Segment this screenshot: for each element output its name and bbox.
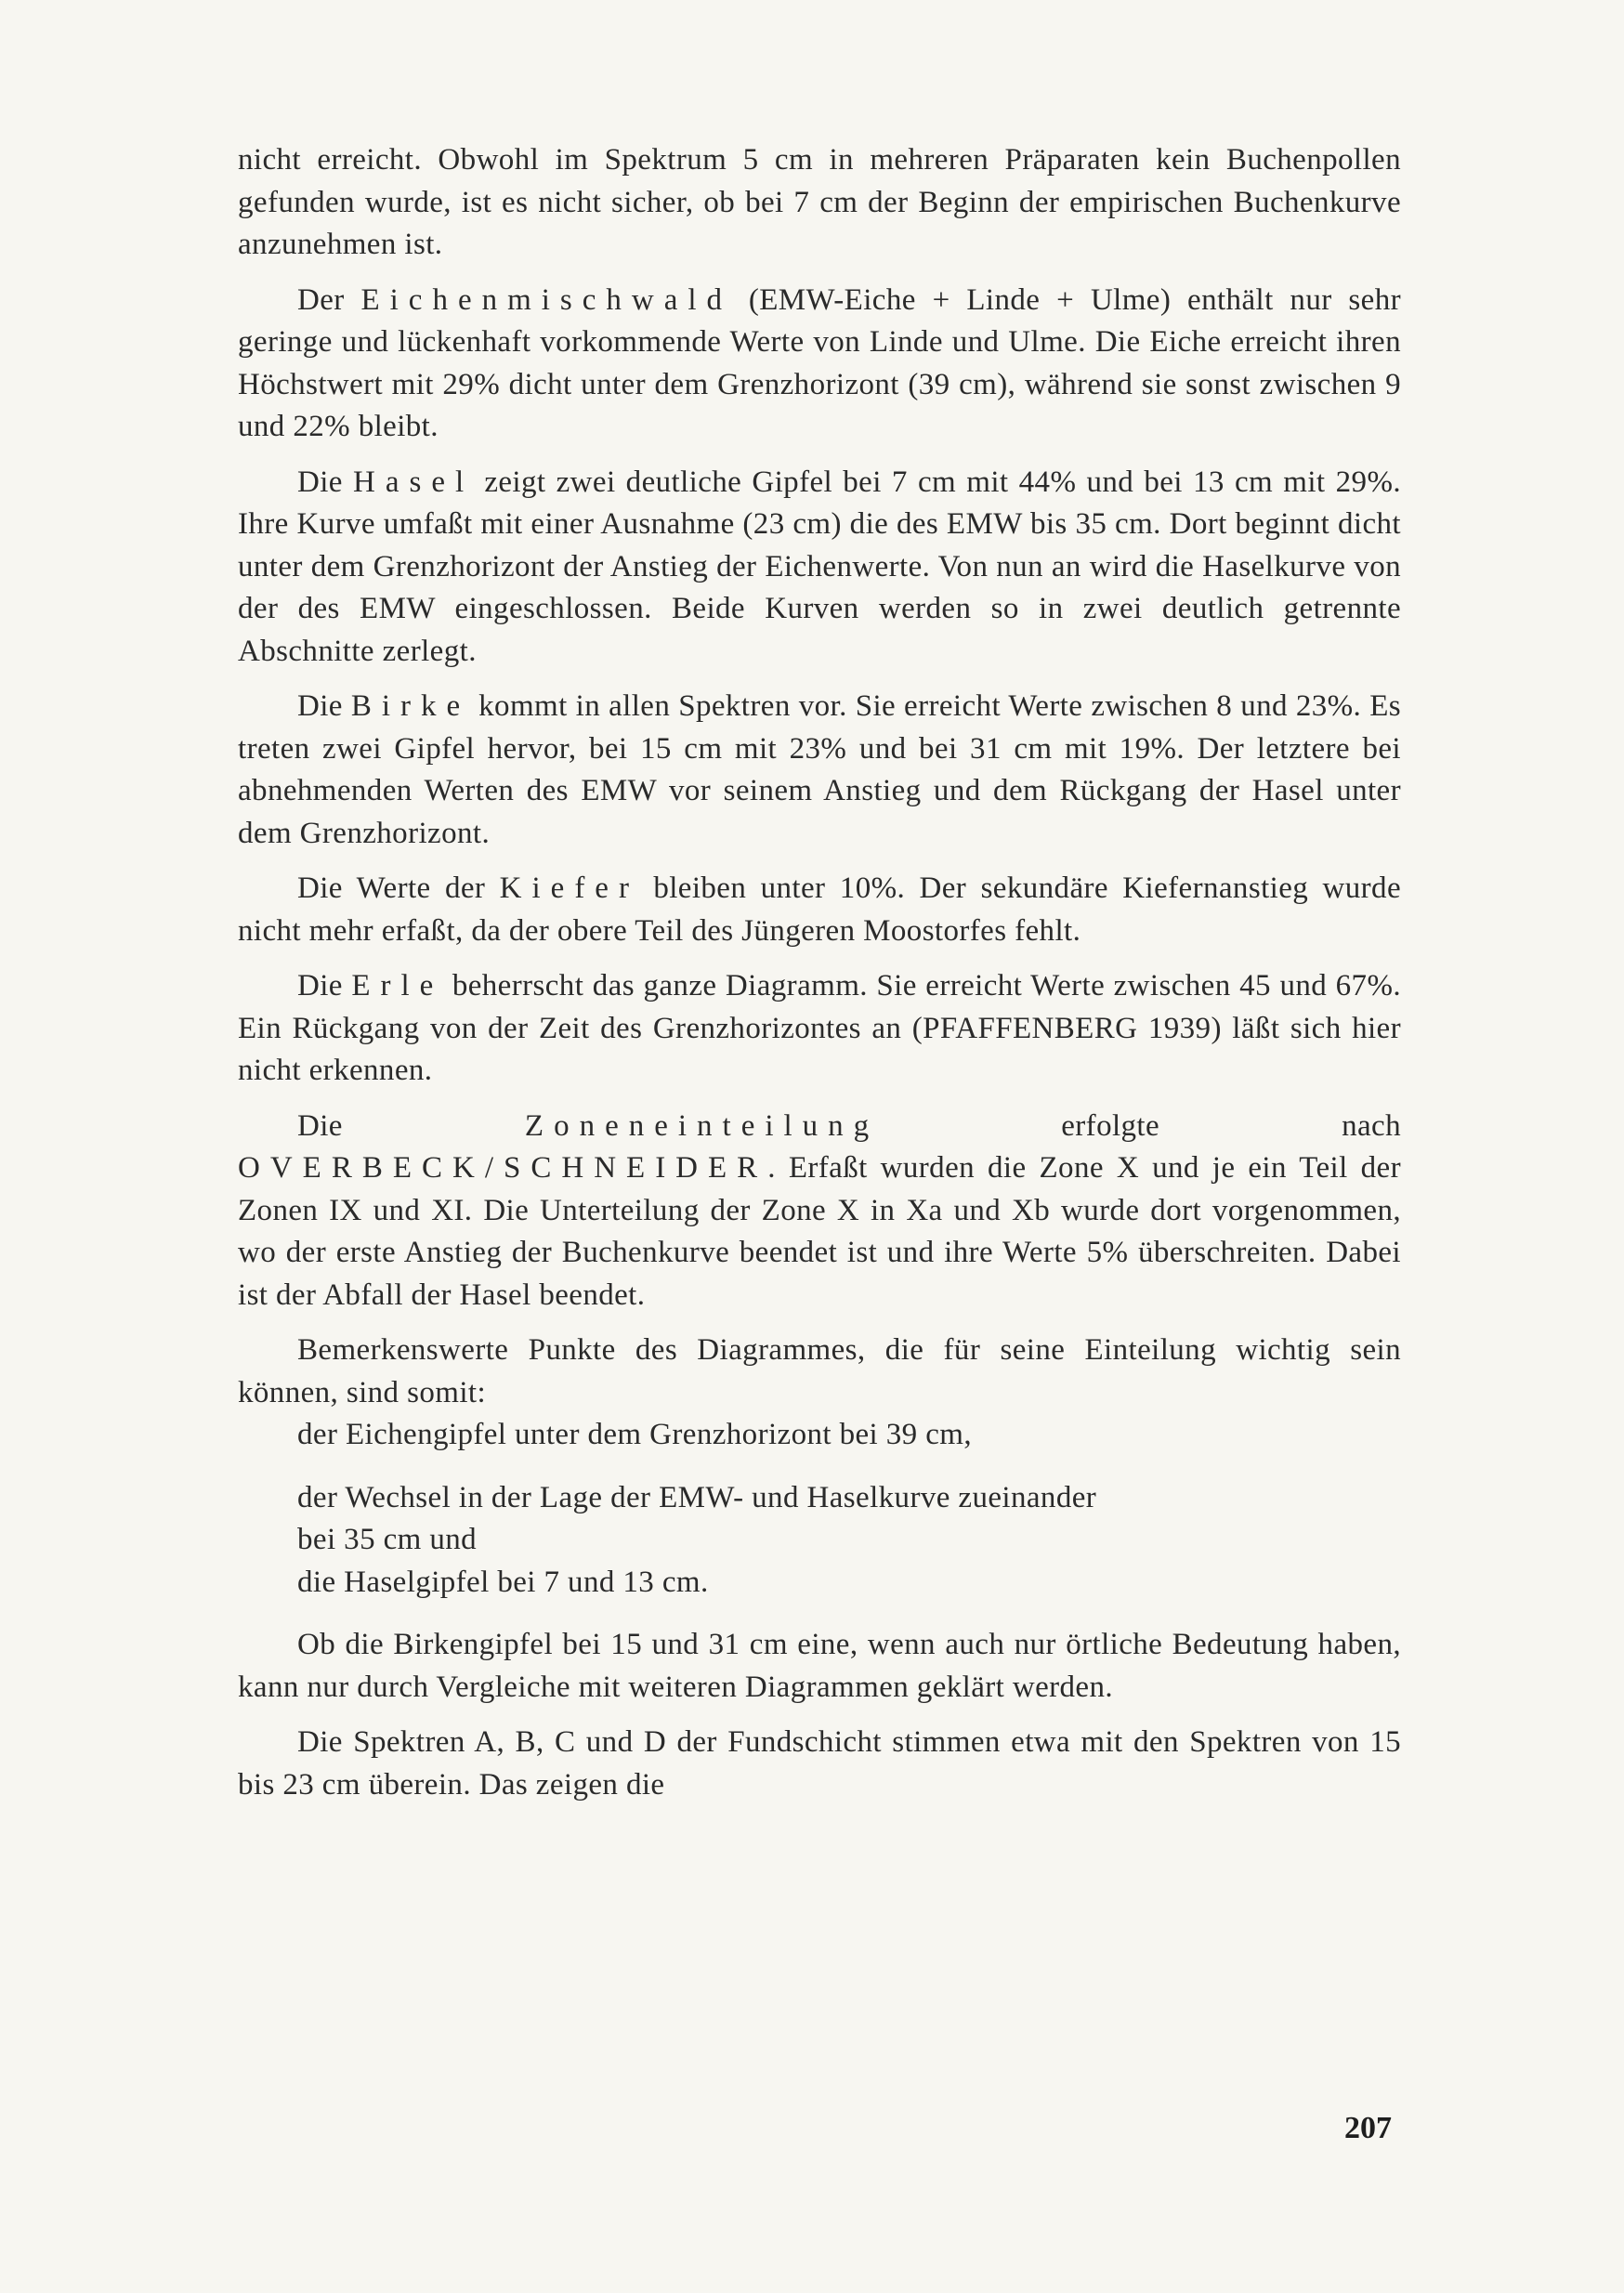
paragraph-rest: beherrscht das ganze Diagramm. Sie erreicht Werte zwischen 45 und 67%. Ein Rückgang von der Zeit des Grenzhorizontes an (PFAFFENBERG 1939) läßt sich hier nicht erkennen.: [238, 969, 1401, 1087]
list-item: der Eichengipfel unter dem Grenzhorizont bei 39 cm,: [297, 1418, 972, 1451]
paragraph-notable-points: Bemerkenswerte Punkte des Diagrammes, die für seine Einteilung wichtig sein können, sind somit:: [238, 1333, 1401, 1409]
term-birke: Birke: [350, 689, 471, 723]
term-eichenmischwald: Eichenmischwald: [360, 282, 733, 317]
paragraph-lead: Die: [297, 465, 354, 499]
paragraph-rest: kommt in allen Spektren vor. Sie erreicht Werte zwischen 8 und 23%. Es treten zwei Gipfel hervor, bei 15 cm mit 23% und bei 31 cm mit 19%. Der letztere bei abnehmenden Werten des EMW vor seinem Anstieg und dem Rückgang der Hasel unter dem Grenzhorizont.: [238, 689, 1401, 850]
paragraph-rest: . Erfaßt wurden die Zone X und je ein Teil der Zonen IX und XI. Die Unterteilung der Zone X in Xa und Xb wurde dort vorgenommen, wo der erste Anstieg der Buchenkurve beendet ist und ihre Werte 5% überschreiten. Dabei ist der Abfall der Hasel beendet.: [238, 1151, 1401, 1312]
term-hasel: Hasel: [353, 465, 475, 499]
paragraph-lead: Die Werte der: [297, 871, 500, 905]
list-gap: [238, 1604, 1401, 1624]
list-item: bei 35 cm und: [297, 1523, 478, 1556]
paragraph-spectra: Die Spektren A, B, C und D der Fundschicht stimmen etwa mit den Spektren von 15 bis 23 cm überein. Das zeigen die: [238, 1725, 1401, 1802]
paragraph-hazel: [238, 462, 1401, 674]
paragraph-middle: erfolgte nach: [879, 1108, 1401, 1143]
paragraph-birch-peaks: Ob die Birkengipfel bei 15 und 31 cm eine, wenn auch nur örtliche Bedeutung haben, kann nur durch Vergleiche mit weiteren Diagrammen geklärt werden.: [238, 1628, 1401, 1704]
paragraph-beech: nicht erreicht. Obwohl im Spektrum 5 cm in mehreren Präparaten kein Buchenpollen gefunden wurde, ist es nicht sicher, ob bei 7 cm der Beginn der empirischen Buchenkurve anzunehmen ist.: [238, 143, 1401, 261]
paragraph-rest: bleiben unter 10%. Der sekundäre Kiefernanstieg wurde nicht mehr erfaßt, da der obere Teil des Jüngeren Moostorfes fehlt.: [238, 871, 1401, 948]
page-number: 207: [1344, 2111, 1392, 2145]
paragraph-lead: Die: [297, 689, 351, 723]
paragraph-lead: Die: [297, 969, 352, 1002]
list-item: der Wechsel in der Lage der EMW- und Haselkurve zueinander: [297, 1480, 1097, 1514]
term-zoneneinteilung: Zoneneinteilung: [524, 1108, 880, 1143]
paragraph-alder: [238, 965, 1401, 1093]
list-item: die Haselgipfel bei 7 und 13 cm.: [297, 1565, 709, 1599]
list-gap: [238, 1457, 1401, 1477]
paragraph-oak-mixed-forest: [238, 280, 1401, 449]
paragraph-lead: Der: [297, 282, 361, 317]
page-body: [238, 139, 1401, 1819]
term-erle: Erle: [351, 969, 444, 1002]
term-overbeck-schneider: OVERBECK/SCHNEIDER: [238, 1151, 768, 1185]
paragraph-zoning: [238, 1106, 1401, 1317]
paragraph-birch: [238, 686, 1401, 855]
term-kiefer: Kiefer: [499, 871, 639, 905]
paragraph-rest: zeigt zwei deutliche Gipfel bei 7 cm mit 44% und bei 13 cm mit 29%. Ihre Kurve umfaßt mit einer Ausnahme (23 cm) die des EMW bis 35 cm. Dort beginnt dicht unter dem Grenzhorizont der Anstieg der Eichenwerte. Von nun an wird die Haselkurve von der des EMW eingeschlossen. Beide Kurven werden so in zwei deutlich getrennte Abschnitte zerlegt.: [238, 465, 1401, 668]
paragraph-pine: [238, 868, 1401, 952]
paragraph-rest: (EMW-Eiche + Linde + Ulme) enthält nur sehr geringe und lückenhaft vorkommende Werte von Linde und Ulme. Die Eiche erreicht ihren Höchstwert mit 29% dicht unter dem Grenzhorizont (39 cm), während sie sonst zwischen 9 und 22% bleibt.: [238, 282, 1401, 443]
paragraph-lead: Die: [297, 1108, 525, 1143]
